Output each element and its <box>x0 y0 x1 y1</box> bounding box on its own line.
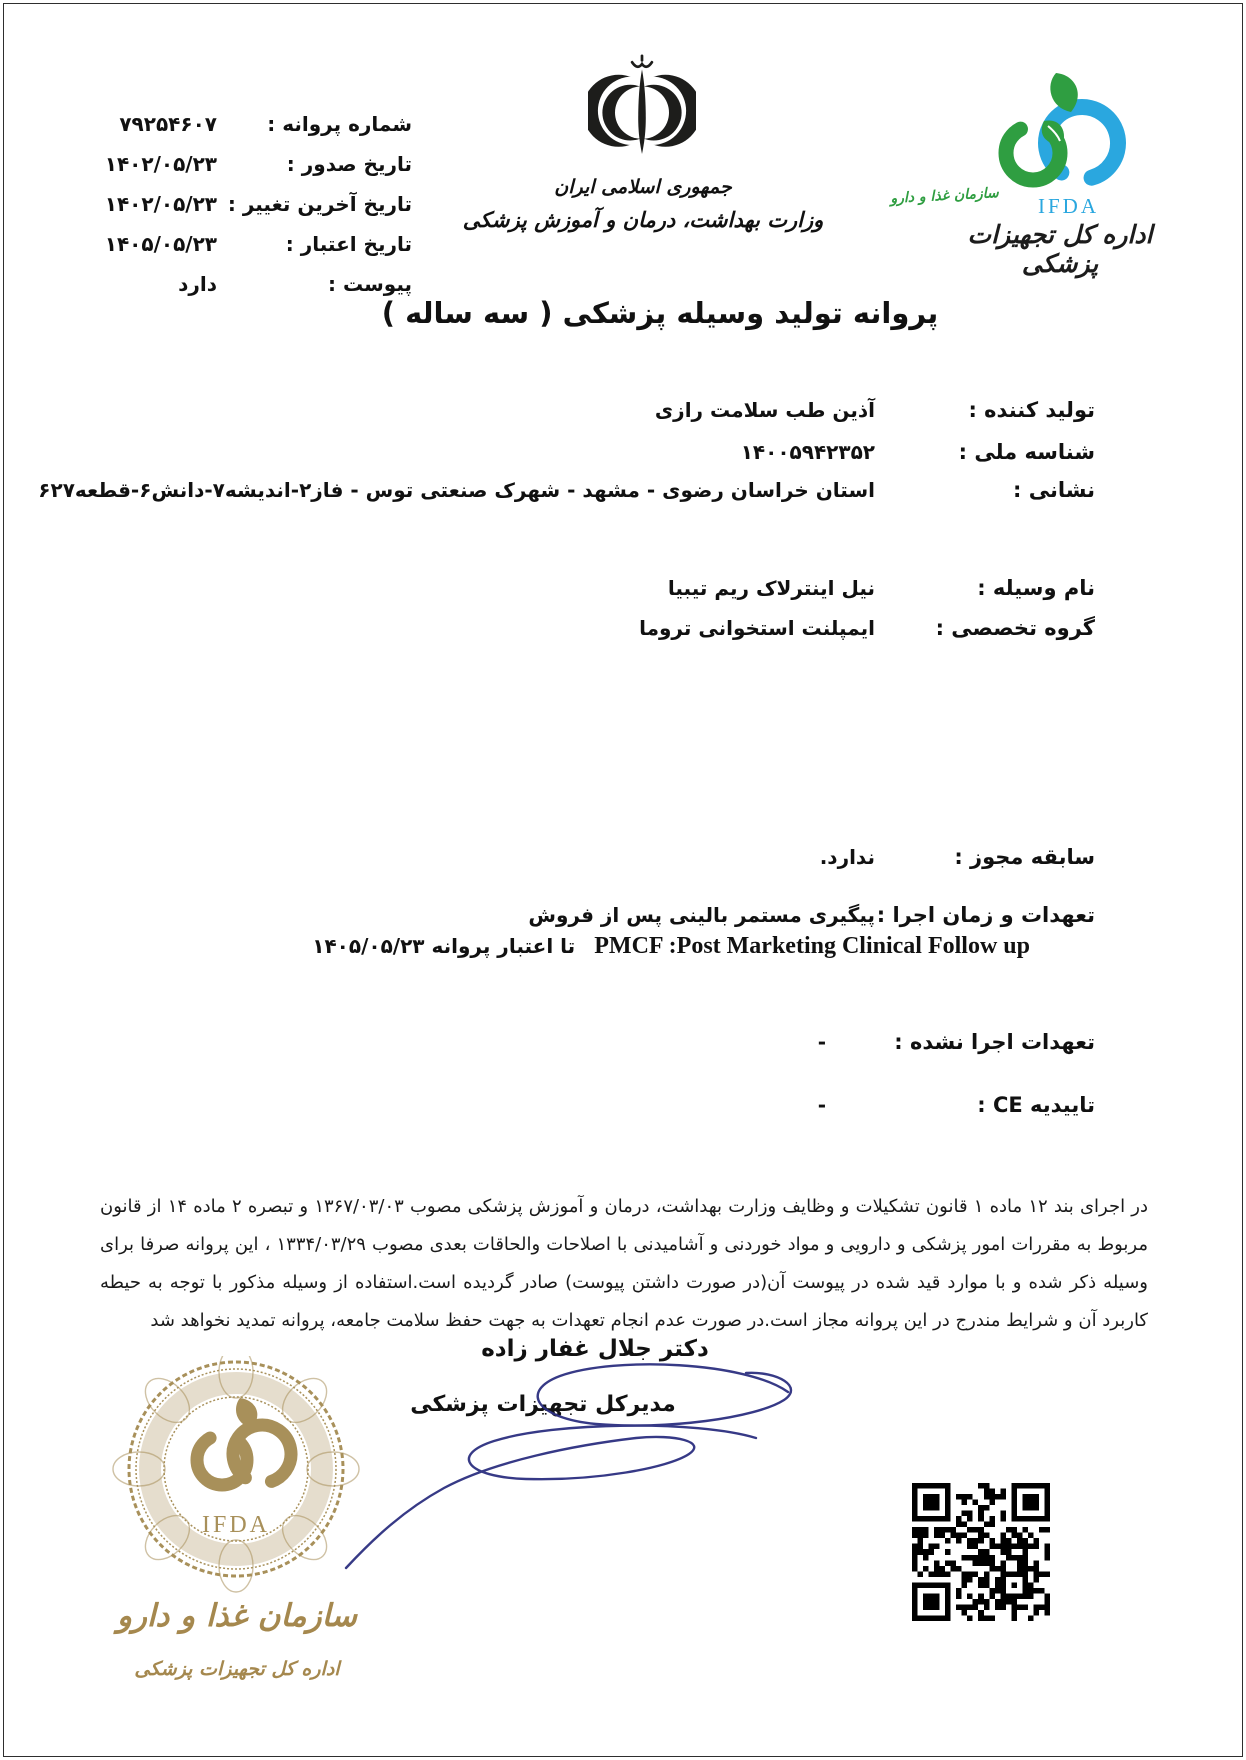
last-change-date-value: ۱۴۰۲/۰۵/۲۳ <box>104 192 217 216</box>
pmcf-latin-text: PMCF :Post Marketing Clinical Follow up <box>594 933 1030 959</box>
issue-date-value: ۱۴۰۲/۰۵/۲۳ <box>104 152 217 176</box>
commitments-label: تعهدات و زمان اجرا : <box>876 903 1095 927</box>
unfulfilled-commitments-label: تعهدات اجرا نشده : <box>894 1030 1095 1054</box>
signature-scribble <box>336 1356 806 1581</box>
commitments-value: پیگیری مستمر بالینی پس از فروش <box>528 903 875 927</box>
iran-emblem-icon <box>588 50 696 168</box>
license-number-label: شماره پروانه : <box>267 112 412 136</box>
specialty-group-label: گروه تخصصی : <box>935 616 1095 640</box>
device-name-row <box>0 576 1246 612</box>
national-id-row <box>0 440 1246 476</box>
expiry-date-value: ۱۴۰۵/۰۵/۲۳ <box>104 232 217 256</box>
address-label: نشانی : <box>1013 478 1095 502</box>
signatory-title: مدیرکل تجهیزات پزشکی <box>410 1392 676 1417</box>
ce-approval-row <box>0 1093 1246 1129</box>
signatory-name: دکتر جلال غفار زاده <box>481 1336 709 1362</box>
seal-org-name: سازمان غذا و دارو <box>116 1598 357 1634</box>
address-row <box>0 478 1246 514</box>
license-history-row <box>0 845 1246 881</box>
legal-paragraph: در اجرای بند ۱۲ ماده ۱ قانون تشکیلات و وظایف وزارت بهداشت، درمان و آموزش پزشکی مصوب ۱۳۶۷/۰۳/۰۳ و تبصره ۲ ماده ۱۴ از قانون مربوط به مقررات امور پزشکی و دارویی و مواد خوردنی و آشامیدنی با اصلاحات والحاقات بعدی مصوب ۱۳۳۴/۰۳/۲۹ ، این پروانه صرفا برای وسیله ذکر شده و با موارد قید شده در پیوست آن(در صورت داشتن پیوست) صادر گردیده است.استفاده از وسیله مذکور با توجه به حیطه کاربرد آن و شرایط مندرج در این پروانه مجاز است.در صورت عدم انجام تعهدات به جهت حفظ سلامت جامعه، پروانه تمدید نخواهد شد <box>100 1196 1148 1331</box>
ifda-org-name-fa: سازمان غذا و دارو <box>889 185 1000 207</box>
license-history-value: ندارد. <box>819 845 875 869</box>
ifda-acronym: IFDA <box>1038 194 1100 218</box>
ifda-department-name: اداره کل تجهیزات پزشکی <box>967 220 1153 278</box>
page-title: پروانه تولید وسیله پزشکی ( سه ساله ) <box>381 296 939 330</box>
device-name-value: نیل اینترلاک ریم تیبیا <box>667 576 875 600</box>
ministry-name: وزارت بهداشت، درمان و آموزش پزشکی <box>462 208 824 232</box>
pmcf-validity-text: تا اعتبار پروانه ۱۴۰۵/۰۵/۲۳ <box>312 934 576 958</box>
license-number-value: ۷۹۲۵۴۶۰۷ <box>119 112 217 136</box>
national-id-value: ۱۴۰۰۵۹۴۲۳۵۲ <box>740 440 875 464</box>
ce-approval-value: - <box>817 1093 826 1117</box>
qr-code <box>912 1483 1050 1621</box>
seal-department-name: اداره کل تجهیزات پزشکی <box>134 1658 340 1680</box>
specialty-group-value: ایمپلنت استخوانی تروما <box>639 616 875 640</box>
seal-acronym: IFDA <box>201 1512 271 1538</box>
pmcf-line <box>312 933 1030 960</box>
producer-row <box>0 398 1246 434</box>
producer-value: آذین طب سلامت رازی <box>654 398 875 422</box>
address-value: استان خراسان رضوی - مشهد - شهرک صنعتی توس - فاز۲-اندیشه۷-دانش۶-قطعه۶۲۷ <box>38 478 875 502</box>
country-name: جمهوری اسلامی ایران <box>554 176 732 198</box>
device-name-label: نام وسیله : <box>977 576 1095 600</box>
unfulfilled-commitments-value: - <box>817 1030 826 1054</box>
national-id-label: شناسه ملی : <box>958 440 1095 464</box>
attachment-label: پیوست : <box>327 272 412 296</box>
specialty-group-row <box>0 616 1246 652</box>
ifda-gold-seal <box>110 1356 362 1594</box>
last-change-date-label: تاریخ آخرین تغییر : <box>227 192 412 216</box>
issue-date-label: تاریخ صدور : <box>286 152 412 176</box>
unfulfilled-commitments-row <box>0 1030 1246 1066</box>
attachment-value: دارد <box>178 272 217 296</box>
license-history-label: سابقه مجوز : <box>954 845 1095 869</box>
pmcf-row <box>0 933 1246 969</box>
producer-label: تولید کننده : <box>968 398 1095 422</box>
ce-approval-label: تاییدیه CE : <box>977 1093 1095 1117</box>
expiry-date-label: تاریخ اعتبار : <box>285 232 412 256</box>
